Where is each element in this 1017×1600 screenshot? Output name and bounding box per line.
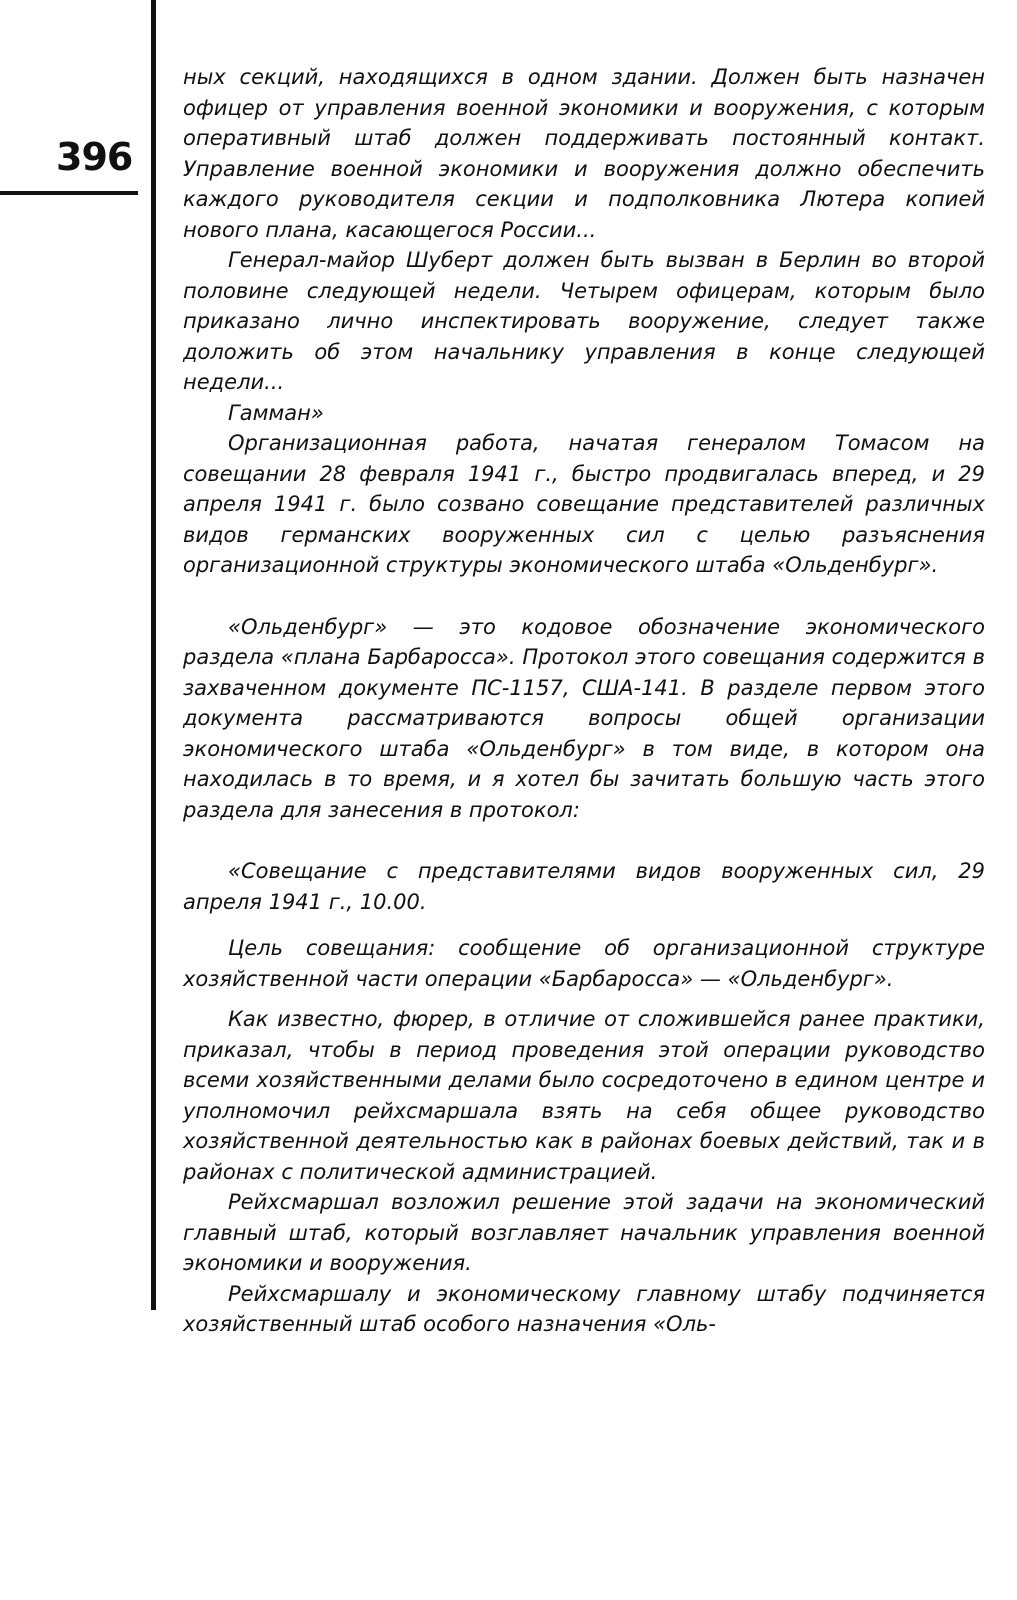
margin-rule (151, 0, 156, 1310)
paragraph: Рейхсмаршал возложил решение этой задачи на экономический главный штаб, который возглавляет начальник управления военной экономики и вооружения. (183, 1190, 985, 1275)
signature-line: Гамман» (228, 400, 324, 425)
text-column (183, 62, 985, 1340)
paragraph: Рейхсмаршалу и экономическому главному штабу подчиняется хозяйственный штаб особого назначения «Оль- (183, 1281, 985, 1336)
page-number: 396 (56, 135, 133, 179)
paragraph: Генерал-майор Шуберт должен быть вызван в Берлин во второй половине следующей недели. Четырем офицерам, которым было приказано лично инспектировать вооружение, следует также доложить об этом начальнику управления в конце следующей недели... (183, 248, 985, 394)
paragraph: Цель совещания: сообщение об организационной структуре хозяйственной части операции «Барбаросса» — «Ольденбург». (183, 936, 985, 991)
paragraph-continuation: ных секций, находящихся в одном здании. Должен быть назначен офицер от управления военной экономики и вооружения, с которым оперативный штаб должен поддерживать постоянный контакт. Управление военной экономики и вооружения должно обеспечить каждого руководителя секции и подполковника Лютера копией нового плана, касающегося России... (183, 65, 985, 242)
paragraph: Как известно, фюрер, в отличие от сложившейся ранее практики, приказал, чтобы в период проведения этой операции руководство всеми хозяйственными делами было сосредоточено в едином центре и уполномочил рейхсмаршала взять на себя общее руководство хозяйственной деятельностью как в районах боевых действий, так и в районах с политической администрацией. (183, 1007, 985, 1184)
paragraph: «Ольденбург» — это кодовое обозначение экономического раздела «плана Барбаросса». Протокол этого совещания содержится в захваченном документе ПС-1157, США-141. В разделе первом этого документа рассматриваются вопросы общей организации экономического штаба «Ольденбург» в том виде, в котором она находилась в то время, и я хотел бы зачитать большую часть этого раздела для занесения в протокол: (183, 614, 985, 822)
page-number-rule (0, 191, 138, 195)
quote-heading: «Совещание с представителями видов вооруженных сил, 29 апреля 1941 г., 10.00. (183, 859, 985, 914)
paragraph: Организационная работа, начатая генералом Томасом на совещании 28 февраля 1941 г., быстро продвигалась вперед, и 29 апреля 1941 г. было созвано совещание представителей различных видов германских вооруженных сил с целью разъяснения организационной структуры экономического штаба «Ольденбург». (183, 431, 985, 577)
